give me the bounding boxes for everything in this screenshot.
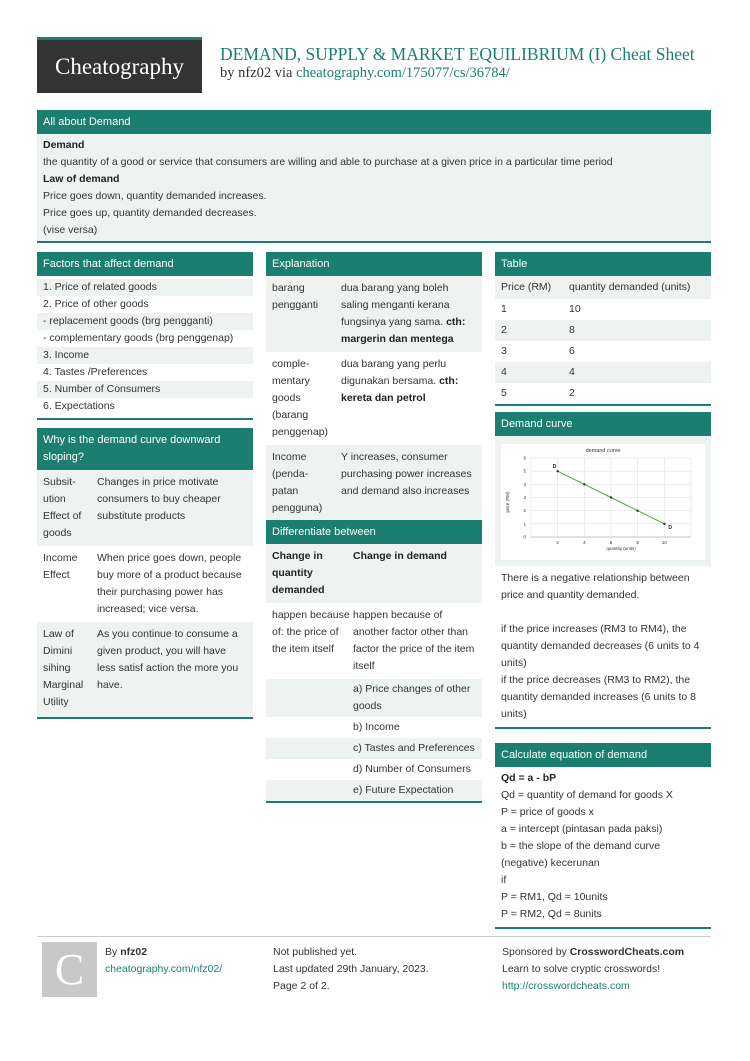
list-item: 5. Number of Consumers [37,381,253,398]
diff-item: e) Future Expectation [353,784,454,796]
price-cell: 3 [501,345,507,357]
x-tick-label: 4 [583,540,586,545]
byline [220,65,510,82]
x-tick-label: 2 [556,540,559,545]
sponsor-name[interactable]: CrosswordCheats.com [569,946,685,958]
table-row [266,738,482,759]
data-point [636,509,638,511]
list-item: 4. Tastes /Preferences [43,366,148,378]
equation-line: P = RM2, Qd = 8units [501,908,602,920]
quantity-cell: 4 [569,366,575,378]
quantity-cell: 6 [569,345,575,357]
y-tick-label: 4 [523,481,526,487]
y-tick-label: 5 [523,468,526,474]
table-row [495,299,711,320]
diff-item: a) Price changes of other goods [353,683,471,712]
y-tick-label: 1 [523,521,526,527]
section-all-about-demand [37,110,711,243]
equation-line: if [501,874,507,886]
table-row [266,352,482,445]
sponsor-tagline: Learn to solve cryptic crosswords! [502,963,661,975]
c-letter: C [54,945,85,994]
price-cell: 5 [501,387,507,399]
footer-divider [37,936,711,937]
list-item: 2. Price of other goods [43,298,149,310]
curve-label: D [668,524,672,531]
cheatography-c-logo [42,942,97,997]
list-item: - complementary goods (brg penggenap) [43,332,234,344]
table-row [266,603,482,679]
price-header: Price (RM) [501,281,552,293]
quantity-cell: 10 [569,303,581,315]
page-number: Page 2 of 2. [273,980,330,992]
list-item: 3. Income [37,347,253,364]
logo-text: Cheatography [54,53,184,79]
equation-formula: Qd = a - bP [501,772,557,784]
y-tick-label: 2 [523,508,526,514]
diff-left: happen because of: the price of the item itself [272,609,350,655]
footer-sponsor [502,944,684,995]
list-item: 1. Price of related goods [37,279,253,296]
data-point [610,496,612,498]
section-heading: Table [495,252,711,276]
section-table [495,252,711,406]
explanation-term: Income (penda- patan pengguna) [272,451,323,514]
section-explanation [266,252,482,523]
why-desc: When price goes down, people buy more of a product because their purchasing power has increased; vice versa. [97,552,242,615]
table-row [495,341,711,362]
page-title: DEMAND, SUPPLY & MARKET EQUILIBRIUM (I) Cheat Sheet [220,44,695,64]
quantity-cell: 8 [569,324,575,336]
section-differentiate [266,520,482,803]
y-tick-label: 6 [523,455,526,461]
table-header-row [495,276,711,299]
author-link[interactable]: nfz02 [238,65,272,81]
data-point [556,470,558,472]
section-demand-curve [495,412,711,729]
table-row [37,470,253,546]
demand-term: Demand [43,139,85,151]
via-label: via [274,65,293,81]
table-row [37,622,253,717]
diff-item: d) Number of Consumers [353,763,471,775]
price-cell: 4 [501,366,507,378]
footer-author [105,944,222,978]
explanation-term: comple- mentary goods (barang penggenap) [272,358,329,438]
sponsor-label: Sponsored by [502,946,567,958]
law-line: (vise versa) [43,224,98,236]
equation-line: P = price of goods x [501,806,594,818]
x-tick-label: 6 [609,540,613,545]
law-of-demand-heading: Law of demand [43,173,120,185]
section-heading: Calculate equation of demand [495,743,711,767]
table-row [266,717,482,738]
explanation-desc: dua barang yang perlu digunakan bersama. [341,358,447,387]
curve-text: if the price increases (RM3 to RM4), the quantity demanded decreases (6 units to 4 units) [501,623,700,669]
section-factors [37,252,253,420]
col2-header: Change in demand [353,550,447,562]
curve-text-spacer [495,604,711,621]
explanation-example: cth: kereta dan petrol [341,375,459,404]
y-axis-label: price (RM) [505,491,510,513]
quantity-cell: 2 [569,387,575,399]
demand-curve-chart [501,444,705,560]
author-profile-link[interactable]: cheatography.com/nfz02/ [105,963,223,975]
published-status: Not published yet. [273,946,358,958]
section-why-downward [37,428,253,719]
by-label: By [105,946,118,958]
equation-line: Qd = quantity of demand for goods X [501,789,673,801]
x-axis-label: quantity (units) [606,546,636,551]
sheet-url-link[interactable]: cheatography.com/175077/cs/36784/ [296,65,510,81]
section-heading: All about Demand [37,110,711,134]
curve-label: D [552,464,557,471]
quantity-header: quantity demanded (units) [569,281,691,293]
sponsor-link[interactable]: http://crosswordcheats.com [502,980,630,992]
section-heading: Demand curve [495,412,711,436]
section-equation [495,743,711,929]
list-item: 6. Expectations [43,400,115,412]
table-row [495,383,711,404]
explanation-example: cth: margerin dan mentega [341,316,466,345]
footer-author-name[interactable]: nfz02 [120,946,148,958]
list-item: - replacement goods (brg pengganti) [37,313,253,330]
why-term: Law of Dimini sihing Marginal Utility [43,628,84,708]
equation-line: P = RM1, Qd = 10units [501,891,608,903]
y-tick-label: 0 [523,534,526,540]
x-tick-label: 10 [661,540,667,545]
cheatography-logo[interactable] [37,37,202,93]
diff-item: c) Tastes and Preferences [353,742,475,754]
footer-publish-info [273,944,429,995]
data-point [663,523,665,525]
section-heading: Explanation [266,252,482,276]
table-row [266,759,482,780]
table-row [266,679,482,717]
data-point [583,483,585,485]
explanation-term: barang pengganti [272,282,319,311]
explanation-desc: Y increases, consumer purchasing power increases and demand also increases [341,451,472,497]
section-heading: Why is the demand curve downward sloping? [37,428,253,470]
why-desc: As you continue to consume a given product, you will have less satisf action the more you have. [97,628,239,691]
chart-title: demand curve [585,448,621,454]
explanation-desc: dua barang yang boleh saling menganti kerana fungsinya yang sama. [341,282,450,328]
section-heading: Differentiate between [266,520,482,544]
price-cell: 2 [501,324,507,336]
equation-line: a = intercept (pintasan pada paksi) [501,823,663,835]
table-row [266,780,482,801]
demand-definition: the quantity of a good or service that consumers are willing and able to purchase at a given price in a particular time period [43,156,613,168]
curve-text: There is a negative relationship between price and quantity demanded. [501,572,690,601]
diff-right: happen because of another factor other than factor the price of the item itself [353,609,475,672]
law-line: Price goes down, quantity demanded increases. [43,190,267,202]
why-desc: Changes in price motivate consumers to buy cheaper substitute products [97,476,221,522]
table-row [495,320,711,341]
law-line: Price goes up, quantity demanded decreases. [43,207,257,219]
section-heading: Factors that affect demand [37,252,253,276]
equation-line: b = the slope of the demand curve (negative) kecerunan [501,840,661,869]
table-row [266,445,482,521]
table-row [37,546,253,622]
x-tick-label: 8 [636,540,639,545]
why-term: Subsit- ution Effect of goods [43,476,82,539]
diff-item: b) Income [353,721,400,733]
table-row [266,276,482,352]
col1-header: Change in quantity demanded [272,550,325,596]
last-updated: Last updated 29th January, 2023. [273,963,429,975]
price-cell: 1 [501,303,507,315]
y-tick-label: 3 [523,495,526,500]
by-label: by [220,65,235,81]
table-row [495,362,711,383]
table-header-row [266,544,482,603]
why-term: Income Effect [43,552,78,581]
curve-text: if the price decreases (RM3 to RM2), the quantity demanded increases (6 units to 8 units) [501,674,696,720]
